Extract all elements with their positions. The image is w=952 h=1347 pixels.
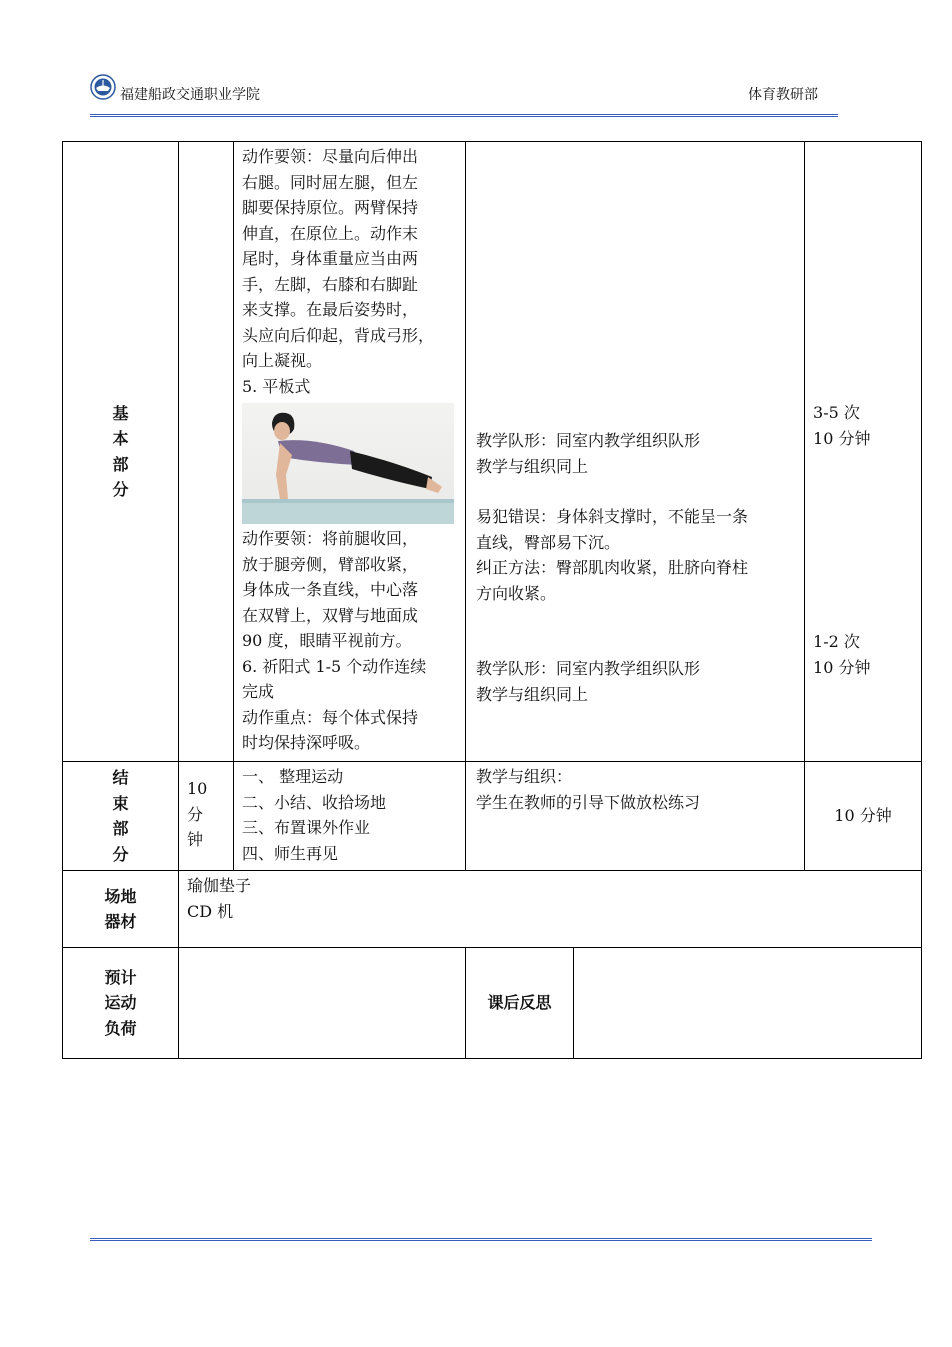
ending-content-cell: 一、 整理运动 二、小结、收拾场地 三、布置课外作业 四、师生再见: [234, 762, 466, 871]
basic-duration-cell: [179, 142, 234, 762]
page-header: [90, 72, 838, 118]
ending-duration-cell: 10 分 钟: [179, 762, 234, 871]
load-reflection-row: [63, 948, 922, 1059]
reflection-label: 课后反思: [466, 948, 574, 1059]
school-logo-icon: [90, 74, 116, 100]
equipment-row: [63, 871, 922, 948]
basic-time-cell: 3-5 次 10 分钟 1-2 次 10 分钟: [805, 142, 922, 762]
reflection-value-cell: [574, 948, 922, 1059]
load-value-cell: [179, 948, 466, 1059]
equipment-value-cell: 瑜伽垫子 CD 机: [179, 871, 922, 948]
basic-organization-cell: 教学队形：同室内教学组织队形 教学与组织同上 易犯错误：身体斜支撑时，不能呈一条 直线，臀部易下沉。 纠正方法：臀部肌肉收紧，肚脐向脊柱 方向收紧。 教学队形：同室内教学组织队形 教学与组织同上: [466, 142, 805, 762]
ending-time-cell: 10 分钟: [805, 762, 922, 871]
lesson-plan-table: [62, 141, 922, 1059]
header-rule: [90, 114, 838, 117]
load-label: 预计 运动 负荷: [63, 948, 179, 1059]
school-name: 福建船政交通职业学院: [120, 87, 260, 103]
ending-section-row: [63, 762, 922, 871]
footer-rule: [90, 1238, 872, 1241]
ending-section-label: 结 束 部 分: [63, 762, 179, 871]
basic-content-cell: 动作要领：尽量向后伸出 右腿。同时屈左腿，但左 脚要保持原位。两臂保持 伸直，在原位上。动作末 尾时，身体重量应当由两 手，左脚，右膝和右脚趾 来支撑。在最后姿势时， 头应向后仰起，背成弓形， 向上凝视。 5. 平板式 动作要领：将前腿收回， 放于腿旁侧，臂部收紧， 身体成一条直线，中心落 在双臂上，双臂与地面成 90 度，眼睛平视前方。 6. 祈阳式 1-5 个动作连续 完成 动作重点：每个体式保持 时均保持深呼吸。: [234, 142, 466, 762]
department-name: 体育教研部: [748, 87, 818, 103]
pose5-title: 5. 平板式: [242, 376, 311, 396]
plank-pose-photo: [242, 403, 454, 524]
ending-organization-cell: 教学与组织： 学生在教师的引导下做放松练习: [466, 762, 805, 871]
basic-section-row: [63, 142, 922, 762]
equipment-label: 场地 器材: [63, 871, 179, 948]
basic-section-label: 基 本 部 分: [63, 142, 179, 762]
